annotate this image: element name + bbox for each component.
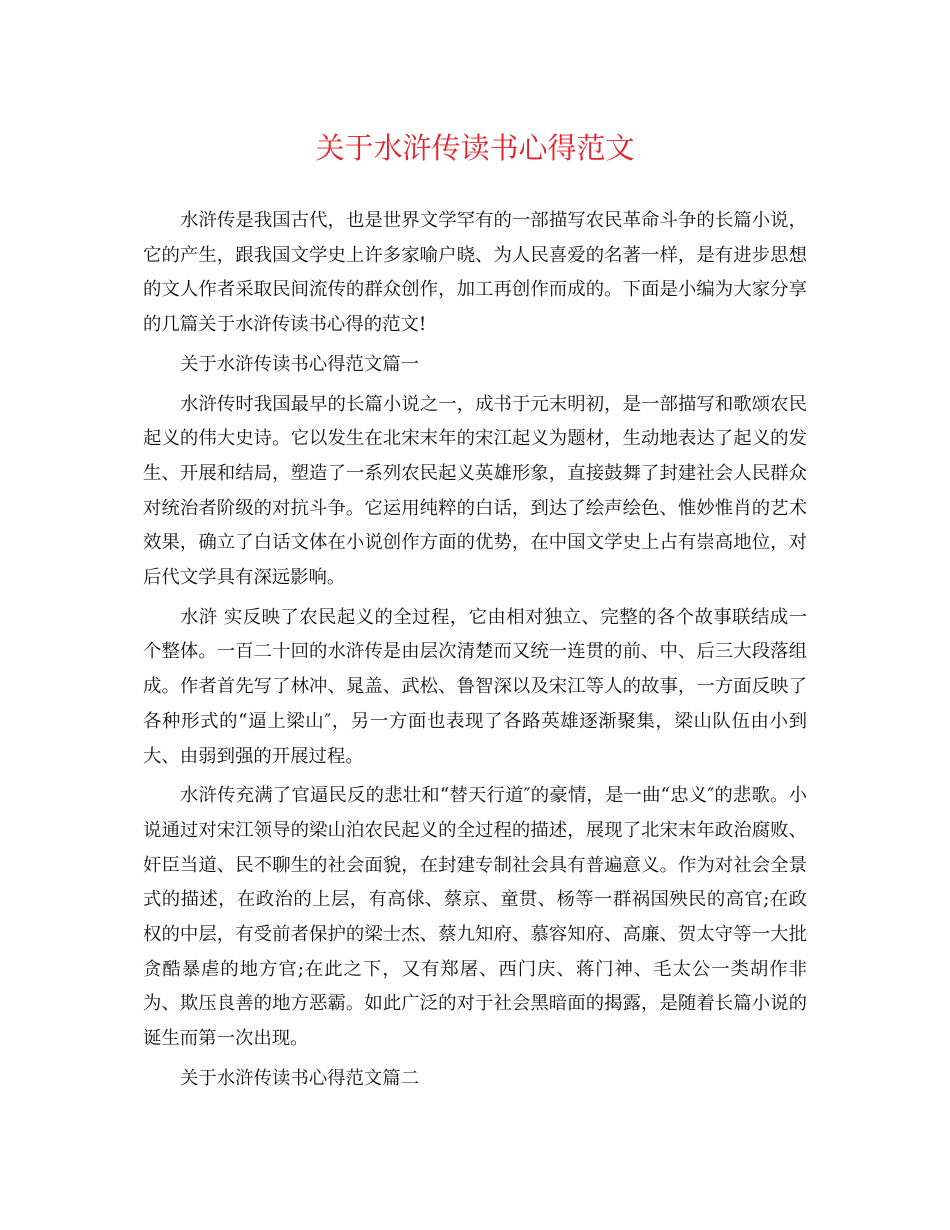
section-1-paragraph-1: 水浒传时我国最早的长篇小说之一，成书于元末明初，是一部描写和歌颂农民起义的伟大史诗。它以发生在北宋末年的宋江起义为题材，生动地表达了起义的发生、开展和结局，塑造了一系列农民起义英雄形象，直接鼓舞了封建社会人民群众对统治者阶级的对抗斗争。它运用纯粹的白话，到达了绘声绘色、惟妙惟肖的艺术效果，确立了白话文体在小说创作方面的优势，在中国文学史上占有崇高地位，对后代文学具有深远影响。 bbox=[143, 393, 807, 589]
section-1-heading: 关于水浒传读书心得范文篇一 bbox=[180, 353, 420, 375]
section-1-paragraph-3: 水浒传充满了官逼民反的悲壮和“替天行道″的豪情，是一曲“忠义″的悲歌。小说通过对宋江领导的梁山泊农民起义的全过程的描述，展现了北宋末年政治腐败、奸臣当道、民不聊生的社会面貌，在封建专制社会具有普遍意义。作为对社会全景式的描述，在政治的上层，有高俅、蔡京、童贯、杨等一群祸国殃民的高官;在政权的中层，有受前者保护的梁士杰、蔡九知府、慕容知府、高廉、贺太守等一大批贪酷暴虐的地方官;在此之下，又有郑屠、西门庆、蒋门神、毛太公一类胡作非为、欺压良善的地方恶霸。如此广泛的对于社会黑暗面的揭露，是随着长篇小说的诞生而第一次出现。 bbox=[143, 785, 807, 1050]
section-1-paragraph-2: 水浒 实反映了农民起义的全过程，它由相对独立、完整的各个故事联结成一个整体。一百二十回的水浒传是由层次清楚而又统一连贯的前、中、后三大段落组成。作者首先写了林冲、晁盖、武松、鲁智深以及宋江等人的故事，一方面反映了各种形式的“逼上梁山″，另一方面也表现了各路英雄逐渐聚集，梁山队伍由小到大、由弱到强的开展过程。 bbox=[143, 606, 807, 767]
document-body bbox=[143, 204, 807, 1102]
section-2-heading: 关于水浒传读书心得范文篇二 bbox=[180, 1067, 420, 1089]
intro-paragraph: 水浒传是我国古代，也是世界文学罕有的一部描写农民革命斗争的长篇小说，它的产生，跟我国文学史上许多家喻户晓、为人民喜爱的名著一样，是有进步思想的文人作者采取民间流传的群众创作，加工再创作而成的。下面是小编为大家分享的几篇关于水浒传读书心得的范文! bbox=[143, 210, 807, 336]
document-title: 关于水浒传读书心得范文 bbox=[315, 131, 635, 165]
